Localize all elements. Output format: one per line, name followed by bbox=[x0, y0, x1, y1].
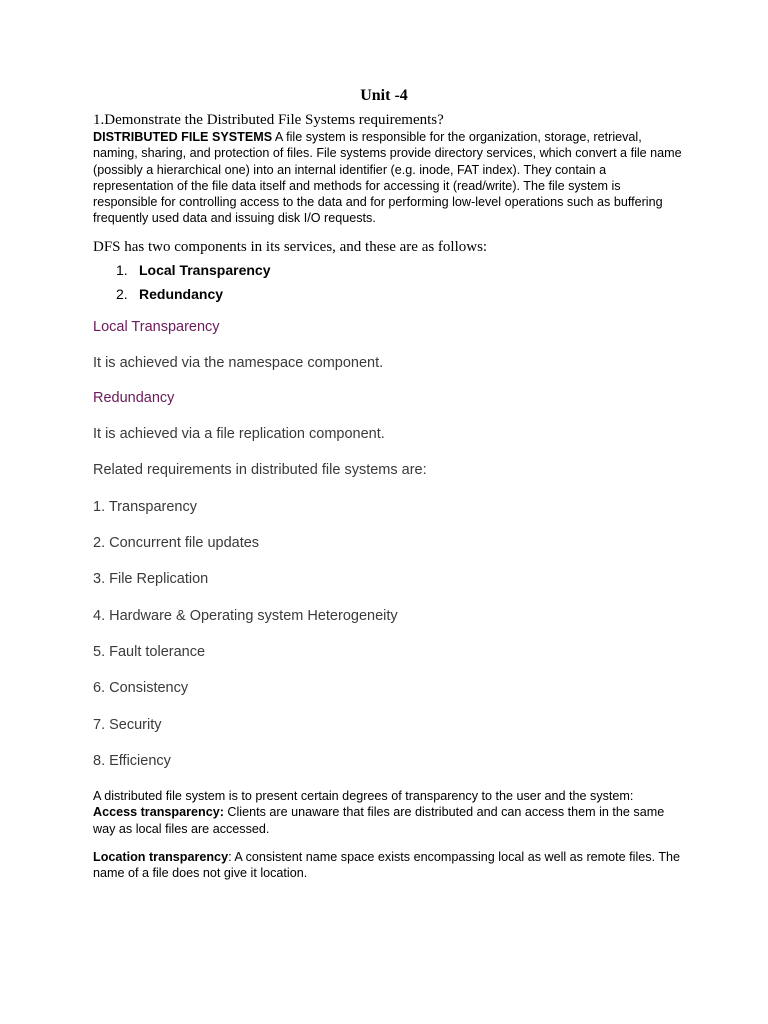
location-transparency-text: : A consistent name space exists encompassing local as well as remote files. The name of a file does not give it location. bbox=[93, 850, 681, 881]
list-item: 2. Concurrent file updates bbox=[93, 535, 260, 551]
list-item: 3. File Replication bbox=[93, 571, 209, 587]
transparency-paragraph bbox=[93, 788, 683, 837]
component-label-2: Redundancy bbox=[139, 286, 224, 302]
section-heading-local-transparency: Local Transparency bbox=[93, 319, 220, 335]
list-item: 5. Fault tolerance bbox=[93, 644, 206, 660]
component-number-1: 1. bbox=[116, 262, 128, 278]
section-heading-redundancy: Redundancy bbox=[93, 390, 175, 406]
section-text-redundancy: It is achieved via a file replication component. bbox=[93, 426, 385, 442]
intro-text: A file system is responsible for the organization, storage, retrieval, naming, sharing, and protection of files. File systems provide directory services, which convert a file name (possibly a hierarchical one) into an internal identifier (e.g. inode, FAT index). They contain a representation of the file data itself and methods for accessing it (read/write). The file system is responsible for controlling access to the data and for performing low-level operations such as buffering frequently used data and issuing disk I/O requests. bbox=[93, 130, 682, 226]
location-transparency-paragraph bbox=[93, 849, 683, 882]
component-label-1: Local Transparency bbox=[139, 262, 271, 278]
components-intro: DFS has two components in its services, and these are as follows: bbox=[93, 239, 488, 255]
list-item: 4. Hardware & Operating system Heterogeneity bbox=[93, 608, 398, 624]
question-heading: 1.Demonstrate the Distributed File Systems requirements? bbox=[93, 112, 444, 128]
location-transparency-label: Location transparency bbox=[93, 850, 229, 864]
access-transparency-text: Clients are unaware that files are distributed and can access them in the same way as local files are accessed. bbox=[93, 805, 665, 836]
intro-paragraph bbox=[93, 129, 683, 227]
component-number-2: 2. bbox=[116, 286, 128, 302]
list-item: 8. Efficiency bbox=[93, 753, 171, 769]
intro-bold-lead: DISTRIBUTED FILE SYSTEMS bbox=[93, 130, 273, 144]
list-item: 6. Consistency bbox=[93, 680, 189, 696]
section-text-local-transparency: It is achieved via the namespace component. bbox=[93, 355, 384, 371]
unit-title: Unit -4 bbox=[360, 87, 408, 104]
list-item: 1. Transparency bbox=[93, 499, 197, 515]
transparency-intro: A distributed file system is to present certain degrees of transparency to the user and the system: bbox=[93, 789, 634, 803]
requirements-intro: Related requirements in distributed file systems are: bbox=[93, 462, 427, 478]
access-transparency-label: Access transparency: bbox=[93, 805, 224, 820]
list-item: 7. Security bbox=[93, 717, 162, 733]
